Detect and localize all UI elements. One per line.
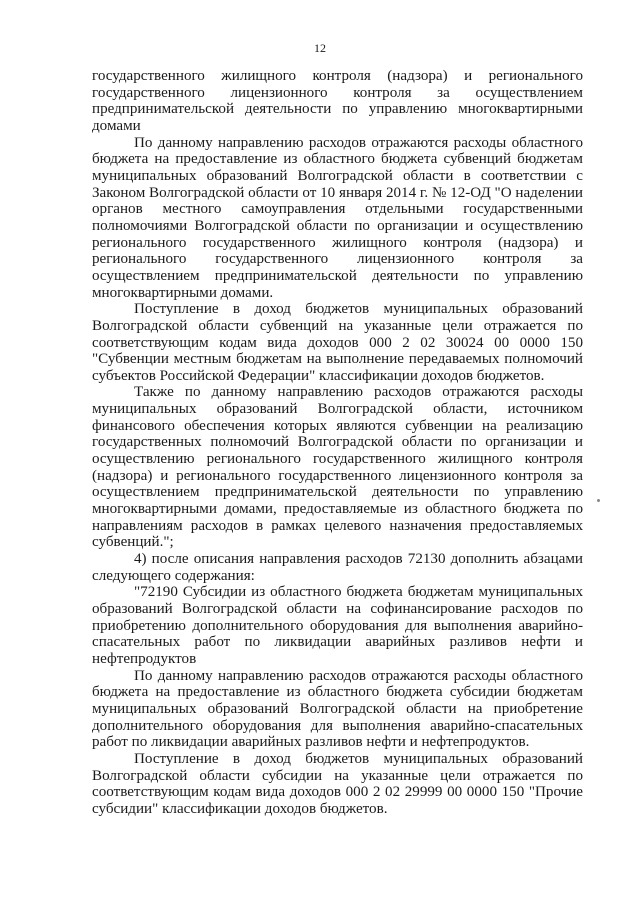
paragraph-code-72190-description: По данному направлению расходов отражаются расходы областного бюджета на предоставление из областного бюджета субсидии бюджетам муниципальных образований Волгоградской области на приобретение дополнительного оборудования для выполнения аварийно-спасательных работ по ликвидации аварийных разливов нефти и нефтепродуктов. — [92, 667, 583, 751]
paragraph-municipal-expenses: Также по данному направлению расходов отражаются расходы муниципальных образований Волгоградской области, источником финансового обеспечения которых являются субвенции на реализацию государственных полномочий Волгоградской области по организации и осуществлению регионального государственного жилищного контроля (надзора) и регионального государственного лицензионного контроля за осуществлением предпринимательской деятельности по управлению многоквартирными домами, предоставляемые из областного бюджета по направлениям расходов в рамках целевого назначения предоставляемых субвенций."; — [92, 384, 583, 551]
paragraph-expenses-description: По данному направлению расходов отражаются расходы областного бюджета на предоставление из областного бюджета субвенций бюджетам муниципальных образований Волгоградской области в соответствии с Законом Волгоградской области от 10 января 2014 г. № 12-ОД "О наделении органов местного самоуправления отдельными государственными полномочиями Волгоградской области по организации и осуществлению регионального государственного жилищного контроля (надзора) и регионального государственного лицензионного контроля за осуществлением предпринимательской деятельности по управлению многоквартирными домами. — [92, 134, 583, 301]
paragraph-continuation: государственного жилищного контроля (надзора) и регионального государственного лицензионного контроля за осуществлением предпринимательской деятельности по управлению многоквартирными домами — [92, 68, 583, 134]
paragraph-subsidy-revenue: Поступление в доход бюджетов муниципальных образований Волгоградской области субсидии на указанные цели отражается по соответствующим кодам вида доходов 000 2 02 29999 00 0000 150 "Прочие субсидии" классификации доходов бюджетов. — [92, 750, 583, 817]
scan-speck — [597, 499, 600, 502]
paragraph-code-72190-title: "72190 Субсидии из областного бюджета бюджетам муниципальных образований Волгоградской области на софинансирование расходов по приобретению дополнительного оборудования для выполнения аварийно-спасательных работ по ликвидации аварийных разливов нефти и нефтепродуктов — [92, 584, 583, 667]
paragraph-subvention-revenue: Поступление в доход бюджетов муниципальных образований Волгоградской области субвенций на указанные цели отражается по соответствующим кодам вида доходов 000 2 02 30024 00 0000 150 "Субвенции местным бюджетам на выполнение передаваемых полномочий субъектов Российской Федерации" классификации доходов бюджетов. — [92, 301, 583, 384]
page-number: 12 — [314, 41, 326, 55]
paragraph-amendment-item-4: 4) после описания направления расходов 72130 дополнить абзацами следующего содержания: — [92, 551, 583, 584]
document-body — [92, 68, 583, 818]
